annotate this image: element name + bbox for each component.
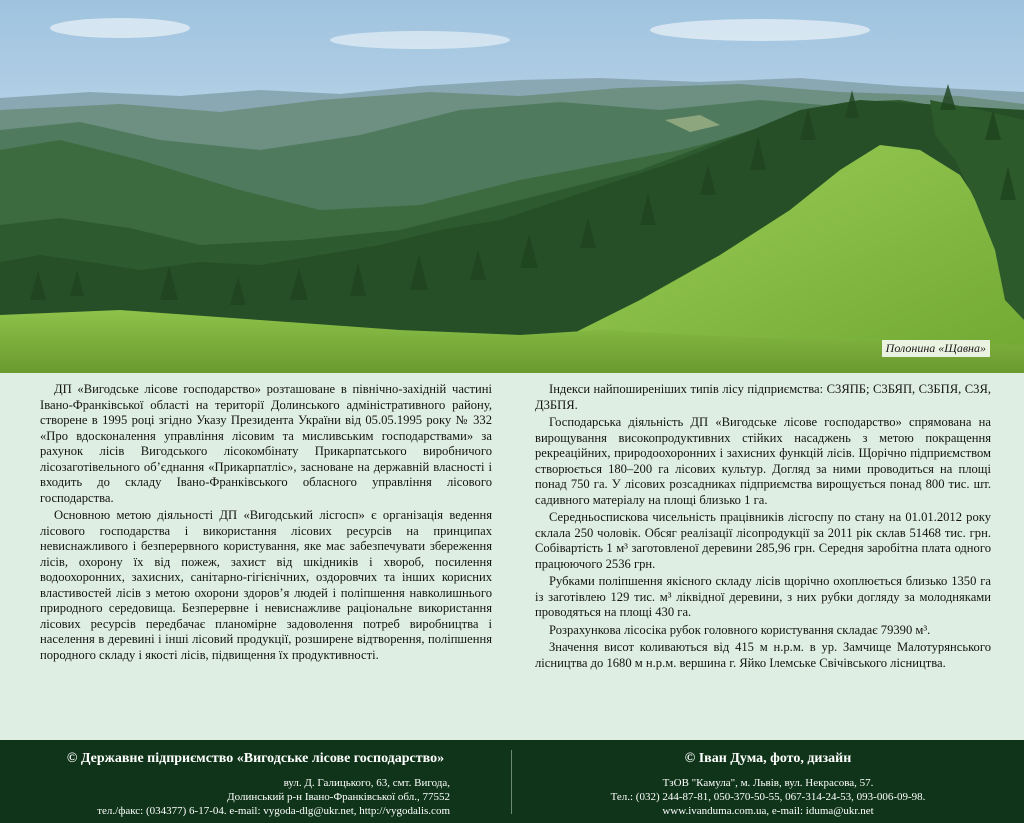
- publisher-info: [0, 750, 511, 818]
- paragraph: Індекси найпоширеніших типів лісу підприємства: С3ЯПБ; С3БЯП, С3БПЯ, С3Я, Д3БПЯ.: [535, 382, 991, 412]
- publisher-title: © Державне підприємство «Вигодське лісове господарство»: [66, 751, 445, 766]
- paragraph: Середньоспискова чисельність працівників лісгоспу по стану на 01.01.2012 року склала 250 чоловік. Обсяг реалізації лісопродукції за 2011 рік склав 51468 тис. грн. Собівартість 1 м³ заготовленої деревини 285,96 грн. Середня заробітна плата одного працюючого 2536 грн.: [535, 510, 991, 571]
- paragraph: Розрахункова лісосіка рубок головного користування складає 79390 м³.: [549, 622, 931, 637]
- right-column: [535, 382, 991, 671]
- landscape-illustration: [0, 0, 1024, 373]
- publisher-contact-line: тел./факс: (034377) 6-17-04. e-mail: vygoda-dlg@ukr.net, http://vygodalis.com: [97, 805, 450, 817]
- designer-title: © Іван Дума, фото, дизайн: [684, 751, 852, 766]
- paragraph: ДП «Вигодське лісове господарство» розташоване в північно-західній частині Івано-Франківської області на території Долинського адміністративного району, створене в 1995 році згідно Указу Президента України від 05.05.1995 року № 332 «Про вдосконалення управління лісовим та мисливським господарствами» за рахунок лісів Вигодського лісокомбінату Прикарпатського виробничого лісозаготівельного об’єднання «Прикарпатліс», засноване на державній власності і входить до складу Івано-Франківського обласного управління лісового господарства.: [40, 382, 492, 505]
- designer-phone-line: Тел.: (032) 244-87-81, 050-370-50-55, 067-314-24-53, 093-006-09-98.: [610, 791, 926, 803]
- paragraph: Господарська діяльність ДП «Вигодське лісове господарство» спрямована на вирощування високопродуктивних стійких насаджень з метою покращення рекреаційних, природоохоронних і захисних функцій лісів. Щорічно підприємством створюється 180–200 га лісових культур. Догляд за ними проводиться на площі понад 750 га. У лісових розсадниках підприємства вирощується понад 800 тис. шт. садивного матеріалу на площі близько 1 га.: [535, 415, 991, 507]
- footer: [0, 740, 1024, 823]
- publisher-region-line: Долинський р-н Івано-Франківської обл., 77552: [227, 791, 450, 803]
- paragraph: Основною метою діяльності ДП «Вигодський лісгосп» є організація ведення лісового господарства і використання лісових ресурсів на принципах невиснажливого і безперервного користування, яке має забезпечувати збереження лісів, охорону їх від пожеж, захист від шкідників і хвороб, посилення водоохоронних, захисних, санітарно-гігієнічних, оздоровчих та інших корисних властивостей лісів з метою охорони здоров’я людей і поліпшення навколишнього природного середовища. Безперервне і невиснажливе раціональне використання лісових ресурсів передбачає планомірне задоволення потреб виробництва і населення в деревині і інші лісовий продукції, розширене відтворення, поліпшення породного складу і якості лісів, підвищення їх продуктивності.: [40, 508, 492, 662]
- paragraph: Рубками поліпшення якісного складу лісів щорічно охоплюється близько 1350 га із заготівлею 129 тис. м³ ліквідної деревини, з них рубки догляду за молодняками проводяться на площі 430 га.: [535, 574, 991, 619]
- article-body: [0, 373, 1024, 740]
- left-column: [40, 382, 492, 663]
- designer-address-line: ТзОВ "Камула", м. Львів, вул. Некрасова, 57.: [662, 777, 874, 789]
- landscape-photo: [0, 0, 1024, 373]
- photo-caption: Полонина «Щавна»: [882, 340, 990, 357]
- publisher-address-line: вул. Д. Галицького, 63, смт. Вигода,: [283, 777, 450, 789]
- designer-info: [512, 750, 1024, 818]
- paragraph: Значення висот коливаються від 415 м н.р.м. в ур. Замчище Малотурянського лісництва до 1680 м н.р.м. вершина г. Яйко Ілемське Свічівського лісництва.: [535, 640, 991, 670]
- designer-web-line: www.ivanduma.com.ua, e-mail: iduma@ukr.net: [662, 805, 874, 817]
